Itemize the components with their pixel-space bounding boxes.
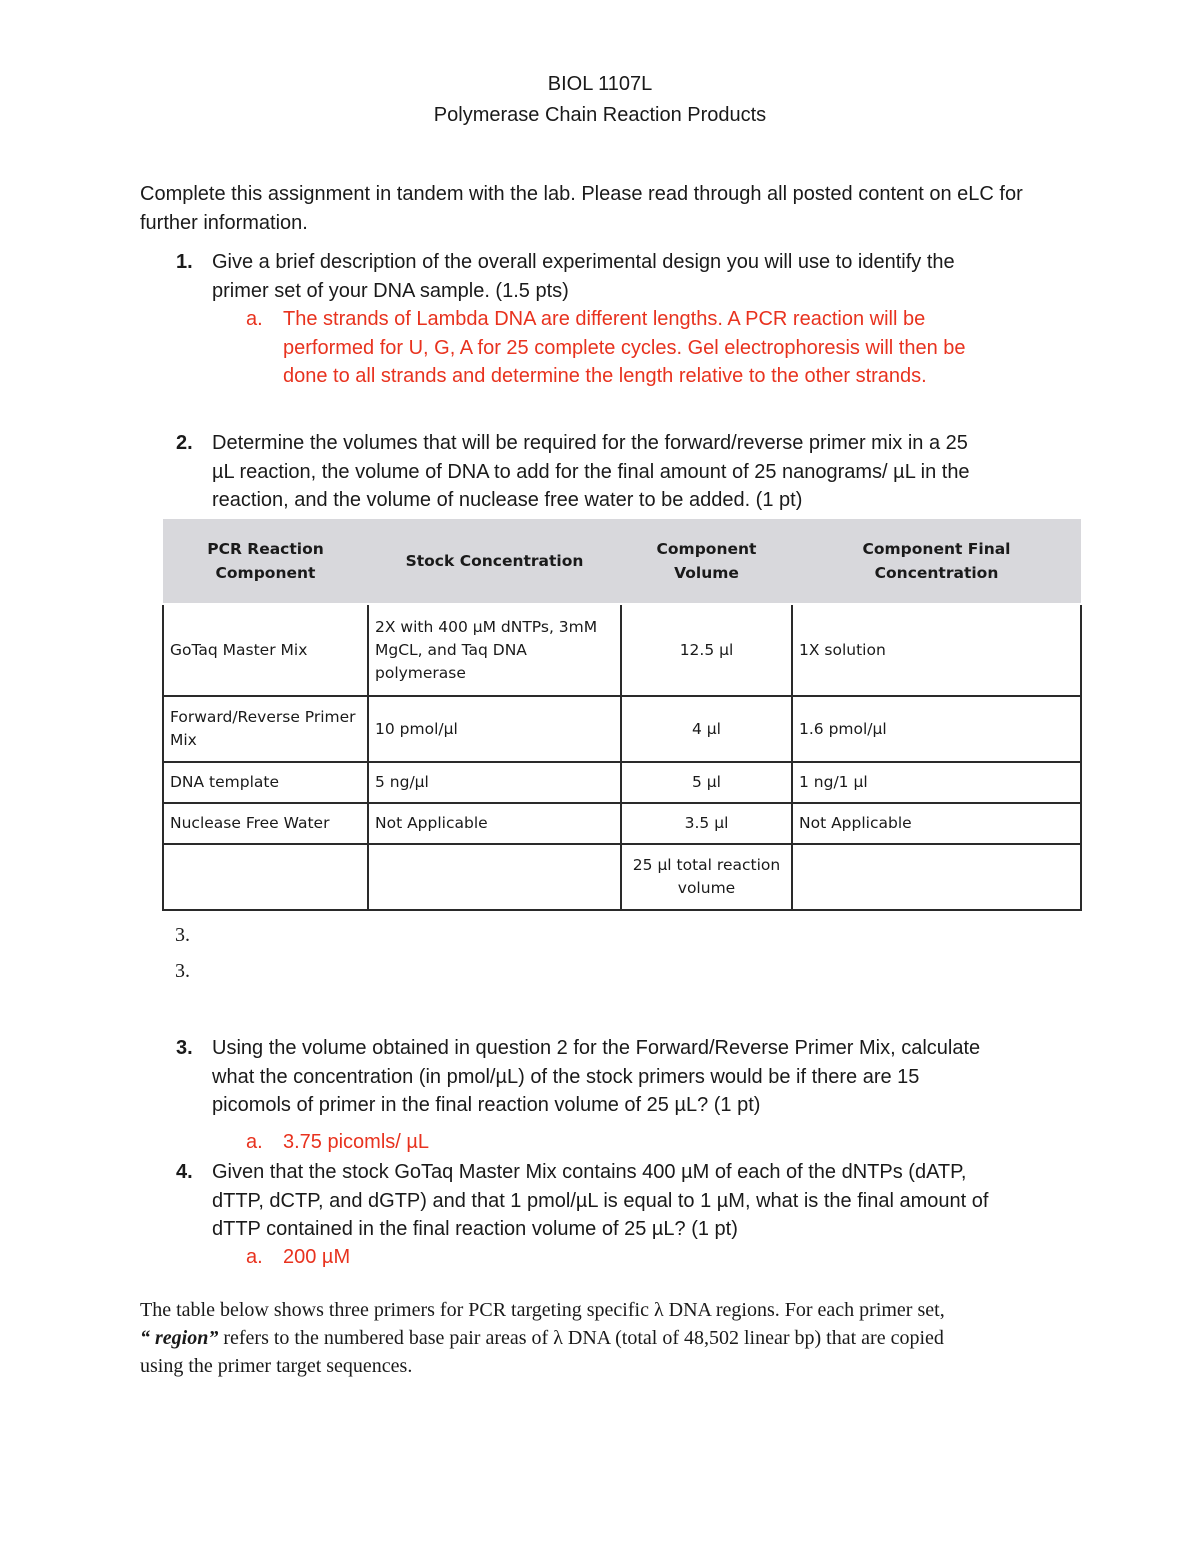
table-cell: Not Applicable <box>368 803 621 844</box>
table-header: Component Volume <box>621 519 792 604</box>
answer-label: a. <box>246 1246 263 1268</box>
question-line: Determine the volumes that will be required for the forward/reverse primer mix in a 25 <box>212 432 968 454</box>
table-cell: 3.5 µl <box>621 803 792 844</box>
table-cell: GoTaq Master Mix <box>163 604 368 696</box>
question-line: Give a brief description of the overall experimental design you will use to identify the <box>212 251 955 273</box>
question-line: primer set of your DNA sample. (1.5 pts) <box>212 279 569 302</box>
question-line: Given that the stock GoTaq Master Mix contains 400 µM of each of the dNTPs (dATP, <box>212 1161 967 1183</box>
table-header: Stock Concentration <box>368 519 621 604</box>
table-cell: 5 µl <box>621 762 792 803</box>
document-title: Polymerase Chain Reaction Products <box>433 104 767 126</box>
question-line: reaction, and the volume of nuclease free water to be added. (1 pt) <box>212 489 803 511</box>
region-term: “ region” <box>140 1327 219 1349</box>
table-cell: Nuclease Free Water <box>163 803 368 844</box>
table-cell: 2X with 400 µM dNTPs, 3mM MgCL, and Taq DNA polymerase <box>368 604 621 696</box>
stray-list-number: 3. <box>175 960 190 982</box>
question-number: 3. <box>176 1037 193 1059</box>
answer-label: a. <box>246 308 263 330</box>
pcr-reaction-table <box>162 519 1082 911</box>
table-header: PCR Reaction Component <box>163 519 368 604</box>
answer-1 <box>246 305 1066 391</box>
table-row <box>163 762 1081 803</box>
answer-line: done to all strands and determine the length relative to the other strands. <box>283 365 927 387</box>
question-1 <box>176 248 1076 305</box>
table-cell: 1 ng/1 µl <box>792 762 1081 803</box>
question-number: 2. <box>176 432 193 454</box>
question-line: picomols of primer in the final reaction volume of 25 µL? (1 pt) <box>212 1094 761 1116</box>
table-cell: 1X solution <box>792 604 1081 696</box>
question-4 <box>176 1158 1076 1244</box>
table-row <box>163 803 1081 844</box>
paragraph-line: “ region” refers to the numbered base pair areas of λ DNA (total of 48,502 linear bp) that are copied <box>140 1327 944 1349</box>
answer-line: 200 µM <box>283 1246 351 1268</box>
table-header: Component Final Concentration <box>792 519 1081 604</box>
answer-line: The strands of Lambda DNA are different lengths. A PCR reaction will be <box>283 308 926 330</box>
table-row <box>163 604 1081 696</box>
stray-list-number: 3. <box>175 924 190 946</box>
answer-line: 3.75 picomls/ µL <box>283 1131 430 1153</box>
question-line: dTTP, dCTP, and dGTP) and that 1 pmol/µL is equal to 1 µM, what is the final amount of <box>212 1189 989 1212</box>
answer-label: a. <box>246 1131 263 1153</box>
primer-table-description <box>140 1296 1140 1380</box>
table-cell: DNA template <box>163 762 368 803</box>
answer-line: performed for U, G, A for 25 complete cycles. Gel electrophoresis will then be <box>283 336 966 359</box>
table-row <box>163 844 1081 910</box>
question-line: what the concentration (in pmol/µL) of the stock primers would be if there are 15 <box>212 1065 920 1088</box>
table-header-row <box>163 519 1081 604</box>
table-cell <box>792 844 1081 910</box>
question-2 <box>176 429 1076 515</box>
table-row <box>163 696 1081 762</box>
table-cell <box>368 844 621 910</box>
question-3 <box>176 1034 1076 1120</box>
course-code: BIOL 1107L <box>547 73 653 95</box>
table-cell: 12.5 µl <box>621 604 792 696</box>
table-cell: 1.6 pmol/µl <box>792 696 1081 762</box>
question-number: 1. <box>176 251 193 273</box>
answer-4 <box>246 1243 1066 1272</box>
question-line: dTTP contained in the final reaction volume of 25 µL? (1 pt) <box>212 1218 738 1240</box>
paragraph-line: using the primer target sequences. <box>140 1355 413 1377</box>
table-cell: Forward/Reverse Primer Mix <box>163 696 368 762</box>
paragraph-line: The table below shows three primers for PCR targeting specific λ DNA regions. For each primer set, <box>140 1299 945 1321</box>
question-number: 4. <box>176 1161 193 1183</box>
answer-3 <box>246 1128 1066 1157</box>
table-cell: 25 µl total reaction volume <box>621 844 792 910</box>
intro-paragraph: Complete this assignment in tandem with the lab. Please read through all posted content on eLC for further information. <box>140 183 1023 234</box>
table-cell: 4 µl <box>621 696 792 762</box>
table-cell: 10 pmol/µl <box>368 696 621 762</box>
table-cell <box>163 844 368 910</box>
question-line: µL reaction, the volume of DNA to add for the final amount of 25 nanograms/ µL in the <box>212 460 970 483</box>
question-line: Using the volume obtained in question 2 for the Forward/Reverse Primer Mix, calculate <box>212 1037 981 1059</box>
table-cell: 5 ng/µl <box>368 762 621 803</box>
table-cell: Not Applicable <box>792 803 1081 844</box>
